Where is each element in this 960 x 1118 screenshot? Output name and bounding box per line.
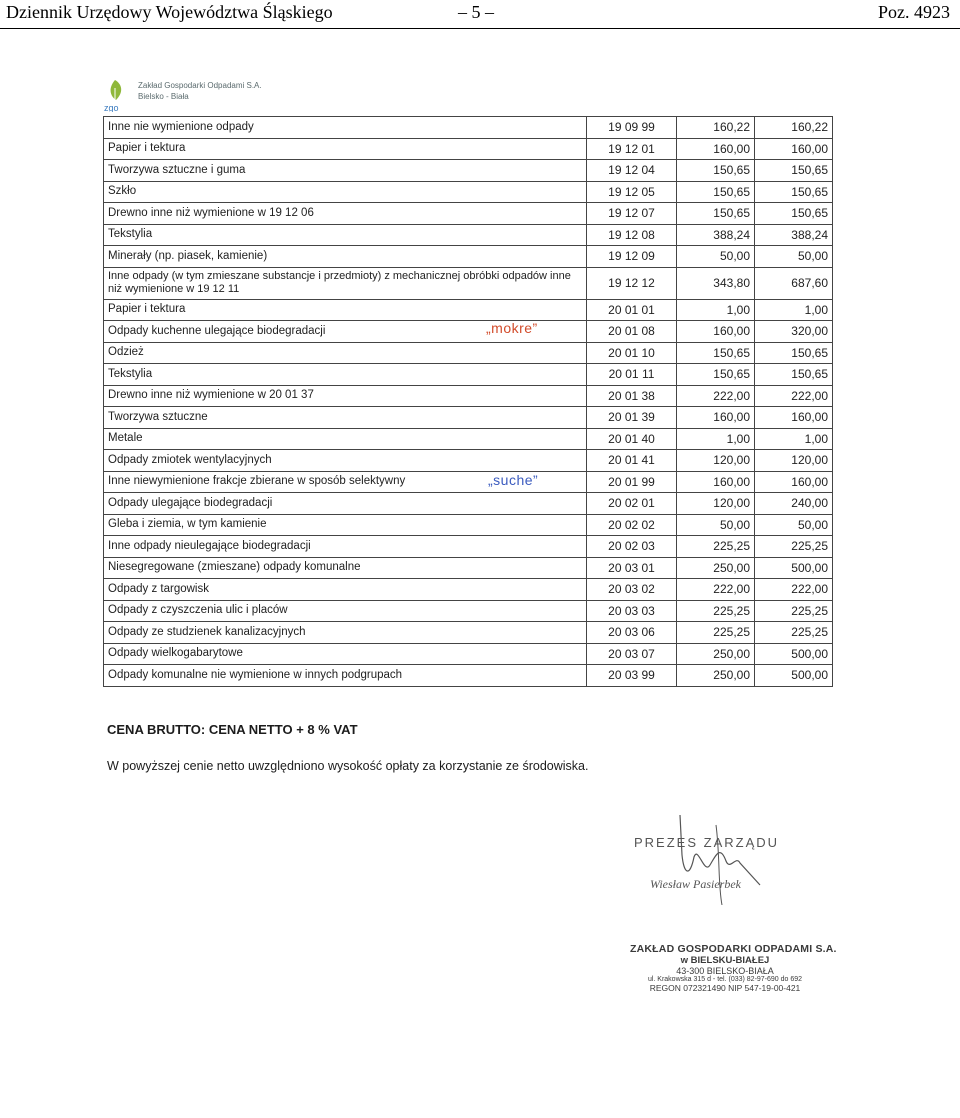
table-row: [104, 385, 833, 407]
waste-code-cell: 20 03 06: [587, 622, 677, 644]
unit-price-cell: 150,65: [677, 203, 755, 225]
table-row: [104, 493, 833, 515]
total-price-cell: 500,00: [755, 643, 833, 665]
waste-name-cell: Odpady kuchenne ulegające biodegradacji: [104, 321, 587, 343]
waste-name-cell: Inne odpady nieulegające biodegradacji: [104, 536, 587, 558]
unit-price-cell: 225,25: [677, 600, 755, 622]
stamp-registry: REGON 072321490 NIP 547-19-00-421: [649, 983, 801, 993]
waste-name-cell: Papier i tektura: [104, 299, 587, 321]
waste-code-cell: 20 03 01: [587, 557, 677, 579]
logo-company-name: Zakład Gospodarki Odpadami S.A.: [138, 81, 262, 90]
waste-name-cell: Inne odpady (w tym zmieszane substancje i przedmioty) z mechanicznej obróbki odpadów inne niż wymienione w 19 12 11: [104, 267, 587, 299]
unit-price-cell: 50,00: [677, 514, 755, 536]
table-row: [104, 428, 833, 450]
waste-name-cell: Odpady komunalne nie wymienione w innych podgrupach: [104, 665, 587, 687]
waste-code-cell: 20 03 99: [587, 665, 677, 687]
table-row: [104, 203, 833, 225]
signature-name: Wiesław Pasierbek: [650, 877, 741, 891]
waste-code-cell: 19 12 05: [587, 181, 677, 203]
table-row: [104, 321, 833, 343]
unit-price-cell: 250,00: [677, 665, 755, 687]
total-price-cell: 240,00: [755, 493, 833, 515]
waste-name-cell: Minerały (np. piasek, kamienie): [104, 246, 587, 268]
total-price-cell: 687,60: [755, 267, 833, 299]
waste-name-cell: Odpady wielkogabarytowe: [104, 643, 587, 665]
waste-code-cell: 20 01 39: [587, 407, 677, 429]
table-row: [104, 622, 833, 644]
total-price-cell: 150,65: [755, 364, 833, 386]
waste-code-cell: 19 12 07: [587, 203, 677, 225]
waste-code-cell: 19 12 01: [587, 138, 677, 160]
unit-price-cell: 222,00: [677, 385, 755, 407]
unit-price-cell: 150,65: [677, 181, 755, 203]
waste-name-cell: Tekstylia: [104, 364, 587, 386]
page-number: – 5 –: [458, 2, 494, 22]
unit-price-cell: 160,22: [677, 117, 755, 139]
waste-code-cell: 20 01 41: [587, 450, 677, 472]
waste-code-cell: 20 01 01: [587, 299, 677, 321]
waste-code-cell: 20 01 10: [587, 342, 677, 364]
waste-code-cell: 20 03 02: [587, 579, 677, 601]
journal-title: Dziennik Urzędowy Województwa Śląskiego: [6, 2, 333, 22]
total-price-cell: 500,00: [755, 557, 833, 579]
table-row: [104, 450, 833, 472]
waste-code-cell: 20 02 02: [587, 514, 677, 536]
stamp-address: ul. Krakowska 315 d - tel. (033) 82-97-690 do 692: [647, 976, 803, 983]
waste-name-cell: Odpady z targowisk: [104, 579, 587, 601]
waste-code-cell: 19 12 09: [587, 246, 677, 268]
page-header: [0, 0, 960, 29]
fee-note: W powyższej cenie netto uwzględniono wysokość opłaty za korzystanie ze środowiska.: [107, 759, 589, 773]
stamp-postal: 43-300 BIELSKO-BIAŁA: [676, 966, 774, 976]
company-stamp: [630, 943, 837, 993]
total-price-cell: 160,22: [755, 117, 833, 139]
waste-name-cell: Metale: [104, 428, 587, 450]
waste-name-cell: Drewno inne niż wymienione w 19 12 06: [104, 203, 587, 225]
table-row: [104, 342, 833, 364]
unit-price-cell: 1,00: [677, 299, 755, 321]
unit-price-cell: 160,00: [677, 138, 755, 160]
waste-code-cell: 19 12 08: [587, 224, 677, 246]
waste-code-cell: 20 02 01: [587, 493, 677, 515]
total-price-cell: 320,00: [755, 321, 833, 343]
table-row: [104, 299, 833, 321]
company-logo: [104, 78, 304, 112]
waste-name-cell: Inne nie wymienione odpady: [104, 117, 587, 139]
waste-name-cell: Odpady ulegające biodegradacji: [104, 493, 587, 515]
waste-code-cell: 20 03 07: [587, 643, 677, 665]
unit-price-cell: 225,25: [677, 536, 755, 558]
total-price-cell: 150,65: [755, 342, 833, 364]
table-row: [104, 536, 833, 558]
unit-price-cell: 150,65: [677, 342, 755, 364]
total-price-cell: 160,00: [755, 471, 833, 493]
waste-code-cell: 20 01 08: [587, 321, 677, 343]
waste-code-cell: 19 09 99: [587, 117, 677, 139]
total-price-cell: 222,00: [755, 385, 833, 407]
table-row: [104, 579, 833, 601]
waste-name-cell: Tekstylia: [104, 224, 587, 246]
unit-price-cell: 120,00: [677, 493, 755, 515]
unit-price-cell: 250,00: [677, 643, 755, 665]
total-price-cell: 225,25: [755, 536, 833, 558]
waste-name-cell: Odpady zmiotek wentylacyjnych: [104, 450, 587, 472]
waste-name-cell: Drewno inne niż wymienione w 20 01 37: [104, 385, 587, 407]
table-row: [104, 181, 833, 203]
signature-title: PREZES ZARZĄDU: [634, 835, 780, 850]
waste-code-cell: 20 02 03: [587, 536, 677, 558]
stamp-company: ZAKŁAD GOSPODARKI ODPADAMI S.A.: [630, 943, 837, 955]
table-row: [104, 471, 833, 493]
total-price-cell: 388,24: [755, 224, 833, 246]
table-row: [104, 514, 833, 536]
table-row: [104, 267, 833, 299]
table-row: [104, 117, 833, 139]
position-number: Poz. 4923: [878, 2, 950, 22]
waste-name-cell: Papier i tektura: [104, 138, 587, 160]
table-row: [104, 643, 833, 665]
leaf-logo-icon: [104, 78, 126, 112]
unit-price-cell: 222,00: [677, 579, 755, 601]
waste-name-cell: Tworzywa sztuczne i guma: [104, 160, 587, 182]
total-price-cell: 50,00: [755, 514, 833, 536]
logo-abbr: zgo: [104, 103, 119, 112]
waste-name-cell: Tworzywa sztuczne: [104, 407, 587, 429]
total-price-cell: 1,00: [755, 428, 833, 450]
table-row: [104, 665, 833, 687]
total-price-cell: 222,00: [755, 579, 833, 601]
table-row: [104, 407, 833, 429]
label-wet: „mokre”: [486, 320, 538, 336]
waste-name-cell: Gleba i ziemia, w tym kamienie: [104, 514, 587, 536]
waste-price-table: [103, 116, 833, 687]
total-price-cell: 120,00: [755, 450, 833, 472]
total-price-cell: 1,00: [755, 299, 833, 321]
total-price-cell: 50,00: [755, 246, 833, 268]
unit-price-cell: 343,80: [677, 267, 755, 299]
table-row: [104, 600, 833, 622]
waste-name-cell: Odpady ze studzienek kanalizacyjnych: [104, 622, 587, 644]
table-row: [104, 224, 833, 246]
total-price-cell: 150,65: [755, 160, 833, 182]
unit-price-cell: 120,00: [677, 450, 755, 472]
unit-price-cell: 150,65: [677, 364, 755, 386]
unit-price-cell: 160,00: [677, 321, 755, 343]
total-price-cell: 500,00: [755, 665, 833, 687]
table-row: [104, 138, 833, 160]
logo-city: Bielsko - Biała: [138, 92, 189, 101]
unit-price-cell: 160,00: [677, 471, 755, 493]
table-row: [104, 557, 833, 579]
table-row: [104, 246, 833, 268]
waste-code-cell: 20 01 38: [587, 385, 677, 407]
waste-name-cell: Niesegregowane (zmieszane) odpady komunalne: [104, 557, 587, 579]
label-dry: „suche”: [488, 472, 539, 488]
unit-price-cell: 50,00: [677, 246, 755, 268]
unit-price-cell: 225,25: [677, 622, 755, 644]
table-row: [104, 364, 833, 386]
total-price-cell: 150,65: [755, 203, 833, 225]
total-price-cell: 160,00: [755, 407, 833, 429]
total-price-cell: 150,65: [755, 181, 833, 203]
total-price-cell: 160,00: [755, 138, 833, 160]
waste-code-cell: 19 12 04: [587, 160, 677, 182]
waste-code-cell: 19 12 12: [587, 267, 677, 299]
unit-price-cell: 1,00: [677, 428, 755, 450]
total-price-cell: 225,25: [755, 622, 833, 644]
waste-code-cell: 20 01 99: [587, 471, 677, 493]
waste-code-cell: 20 01 40: [587, 428, 677, 450]
total-price-cell: 225,25: [755, 600, 833, 622]
unit-price-cell: 160,00: [677, 407, 755, 429]
unit-price-cell: 150,65: [677, 160, 755, 182]
waste-code-cell: 20 01 11: [587, 364, 677, 386]
waste-name-cell: Odzież: [104, 342, 587, 364]
waste-code-cell: 20 03 03: [587, 600, 677, 622]
table-row: [104, 160, 833, 182]
unit-price-cell: 388,24: [677, 224, 755, 246]
waste-name-cell: Inne niewymienione frakcje zbierane w sposób selektywny: [104, 471, 587, 493]
waste-name-cell: Szkło: [104, 181, 587, 203]
waste-name-cell: Odpady z czyszczenia ulic i placów: [104, 600, 587, 622]
stamp-city: w BIELSKU-BIAŁEJ: [680, 955, 770, 966]
gross-price-note: CENA BRUTTO: CENA NETTO + 8 % VAT: [107, 722, 358, 737]
unit-price-cell: 250,00: [677, 557, 755, 579]
